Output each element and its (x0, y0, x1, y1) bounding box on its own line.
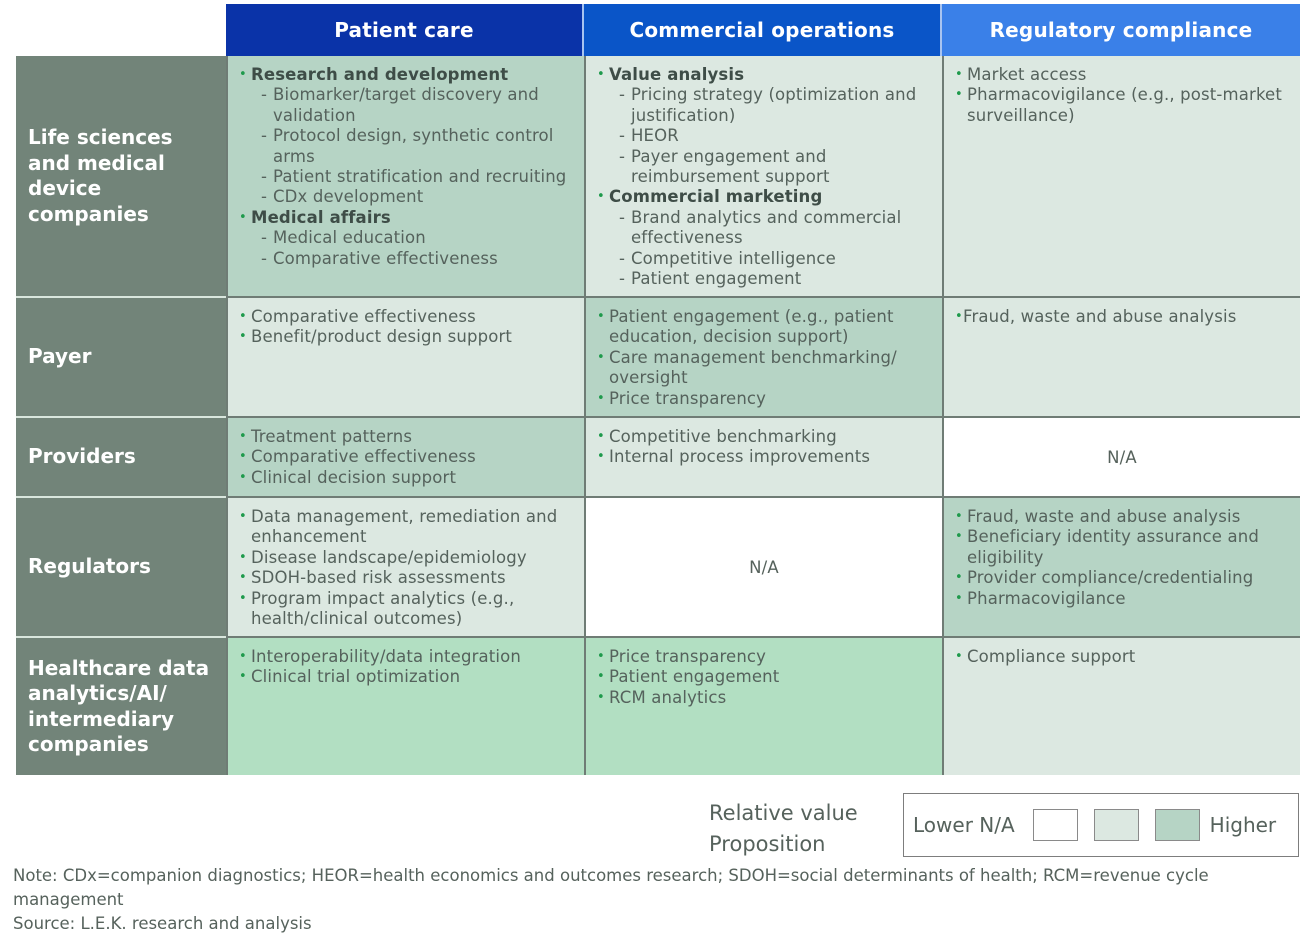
sub-list-item: - Medical education (261, 228, 574, 248)
row-header: Life sciences and medical device companies (16, 56, 226, 296)
list-item (238, 568, 574, 588)
matrix-cell (226, 56, 584, 296)
list-item-label: Care management benchmarking/ oversight (609, 347, 897, 388)
legend-swatch-mid (1094, 809, 1139, 841)
list-item-label: Patient engagement (e.g., patient education, decision support) (609, 307, 894, 347)
list-item-label: Data management, remediation and enhancement (251, 507, 558, 547)
matrix-cell (942, 56, 1300, 296)
matrix-row (16, 296, 1300, 416)
list-item-label: Beneficiary identity assurance and eligibility (967, 527, 1259, 567)
list-item (596, 389, 932, 409)
list-item (596, 65, 932, 187)
list-item (238, 65, 574, 208)
list-item (596, 647, 932, 667)
list-item (596, 187, 932, 289)
sub-list (251, 228, 574, 269)
list-item-label: Pharmacovigilance (e.g., post-market surveillance) (967, 85, 1282, 125)
matrix-cell (226, 418, 584, 496)
list-item (238, 307, 574, 327)
list-item (954, 307, 1290, 327)
list-item (596, 427, 932, 447)
list-item-label: Pharmacovigilance (967, 588, 1126, 608)
list-item (954, 589, 1290, 609)
bullet-list (954, 307, 1290, 327)
matrix-row (16, 496, 1300, 636)
bullet-list (596, 307, 932, 409)
list-item-label: Internal process improvements (609, 447, 871, 467)
bullet-list (238, 507, 574, 629)
list-item (954, 507, 1290, 527)
legend-title-line2: Proposition (709, 832, 826, 856)
na-label: N/A (749, 558, 779, 578)
list-item (238, 208, 574, 269)
list-item-label: Competitive benchmarking (609, 427, 837, 446)
list-item (596, 688, 932, 708)
matrix-cell (226, 638, 584, 775)
list-item (954, 65, 1290, 85)
matrix-cell (584, 498, 942, 636)
column-header-commercial-operations: Commercial operations (584, 4, 942, 56)
bullet-list (238, 647, 574, 688)
na-label: N/A (1107, 448, 1137, 468)
bullet-list (954, 65, 1290, 126)
column-header-regulatory-compliance: Regulatory compliance (942, 4, 1300, 56)
list-item-label: Program impact analytics (e.g., health/clinical outcomes) (251, 588, 515, 629)
sub-list-item: - Patient stratification and recruiting (261, 167, 574, 187)
legend-title (709, 798, 858, 860)
list-item (238, 427, 574, 447)
list-item-label: Medical affairs (251, 207, 391, 227)
matrix-cell (584, 638, 942, 775)
list-item (954, 527, 1290, 568)
list-item (238, 468, 574, 488)
list-item-label: Fraud, waste and abuse analysis (967, 507, 1241, 526)
matrix-cell (584, 56, 942, 296)
sub-list-item: - Pricing strategy (optimization and justification) (619, 85, 932, 126)
bullet-list (238, 307, 574, 348)
footnotes (13, 864, 1298, 935)
list-item-label: Disease landscape/epidemiology (251, 547, 527, 567)
matrix-cell (942, 298, 1300, 416)
sub-list-item: - Payer engagement and reimbursement support (619, 147, 932, 188)
list-item-label: Interoperability/data integration (251, 647, 521, 666)
list-item (238, 327, 574, 347)
bullet-list (596, 427, 932, 468)
list-item-label: Market access (967, 65, 1087, 84)
bullet-list (596, 647, 932, 708)
list-item-label: Commercial marketing (609, 187, 823, 207)
list-item-label: Clinical trial optimization (251, 667, 461, 687)
matrix-cell (226, 298, 584, 416)
sub-list-item: - CDx development (261, 187, 574, 207)
source-text: Source: L.E.K. research and analysis (13, 914, 312, 933)
legend-swatch-high (1155, 809, 1200, 841)
column-header-patient-care: Patient care (226, 4, 584, 56)
bullet-list (954, 507, 1290, 609)
list-item (954, 85, 1290, 126)
matrix-cell (584, 298, 942, 416)
list-item (596, 348, 932, 389)
list-item (238, 647, 574, 667)
sub-list-item: - Patient engagement (619, 269, 932, 289)
sub-list-item: - Protocol design, synthetic control arms (261, 126, 574, 167)
matrix-cell (942, 418, 1300, 496)
sub-list-item: - Brand analytics and commercial effectiveness (619, 208, 932, 249)
sub-list-item: - Comparative effectiveness (261, 249, 574, 269)
value-matrix (16, 4, 1300, 775)
matrix-cell (942, 498, 1300, 636)
list-item-label: Treatment patterns (251, 427, 413, 446)
sub-list-item: - Competitive intelligence (619, 249, 932, 269)
list-item-label: Value analysis (609, 65, 745, 84)
column-header-row (226, 4, 1300, 56)
list-item (596, 447, 932, 467)
list-item-label: Provider compliance/credentialing (967, 568, 1254, 588)
list-item-label: Comparative effectiveness (251, 307, 476, 326)
legend-higher-label: Higher (1209, 813, 1277, 837)
legend-swatch-na (1033, 809, 1078, 841)
list-item-label: Research and development (251, 65, 509, 84)
sub-list-item: - Biomarker/target discovery and validation (261, 85, 574, 126)
matrix-row (16, 416, 1300, 496)
note-text: Note: CDx=companion diagnostics; HEOR=health economics and outcomes research; SDOH=social determinants of health; RCM=revenue cycle management (13, 866, 1209, 909)
matrix-cell (584, 418, 942, 496)
row-header: Payer (16, 296, 226, 416)
list-item (596, 307, 932, 348)
list-item-label: Fraud, waste and abuse analysis (963, 307, 1237, 326)
list-item-label: Price transparency (609, 388, 767, 408)
list-item-label: SDOH-based risk assessments (251, 568, 506, 588)
bullet-list (954, 647, 1290, 667)
sub-list (251, 85, 574, 207)
list-item-label: Benefit/product design support (251, 327, 513, 347)
matrix-body (16, 56, 1300, 775)
list-item (238, 507, 574, 548)
sub-list (609, 208, 932, 290)
list-item (238, 589, 574, 630)
bullet-list (238, 427, 574, 488)
list-item (238, 447, 574, 467)
list-item-label: Patient engagement (609, 667, 780, 687)
matrix-row (16, 636, 1300, 775)
list-item-label: Price transparency (609, 647, 767, 666)
bullet-list (596, 65, 932, 289)
legend-title-line1: Relative value (709, 801, 858, 825)
sub-list-item: - HEOR (619, 126, 932, 146)
matrix-cell (942, 638, 1300, 775)
list-item (596, 667, 932, 687)
row-header: Regulators (16, 496, 226, 636)
matrix-cell (226, 498, 584, 636)
list-item-label: Clinical decision support (251, 467, 457, 487)
list-item (954, 568, 1290, 588)
row-header: Healthcare data analytics/AI/ intermediary companies (16, 636, 226, 775)
list-item-label: Comparative effectiveness (251, 447, 476, 467)
legend (903, 793, 1299, 857)
list-item (954, 647, 1290, 667)
list-item (238, 667, 574, 687)
list-item-label: RCM analytics (609, 687, 727, 707)
row-header: Providers (16, 416, 226, 496)
list-item-label: Compliance support (967, 647, 1136, 666)
list-item (238, 548, 574, 568)
legend-lower-label: Lower N/A (913, 813, 1015, 837)
bullet-list (238, 65, 574, 269)
matrix-row (16, 56, 1300, 296)
sub-list (609, 85, 932, 187)
